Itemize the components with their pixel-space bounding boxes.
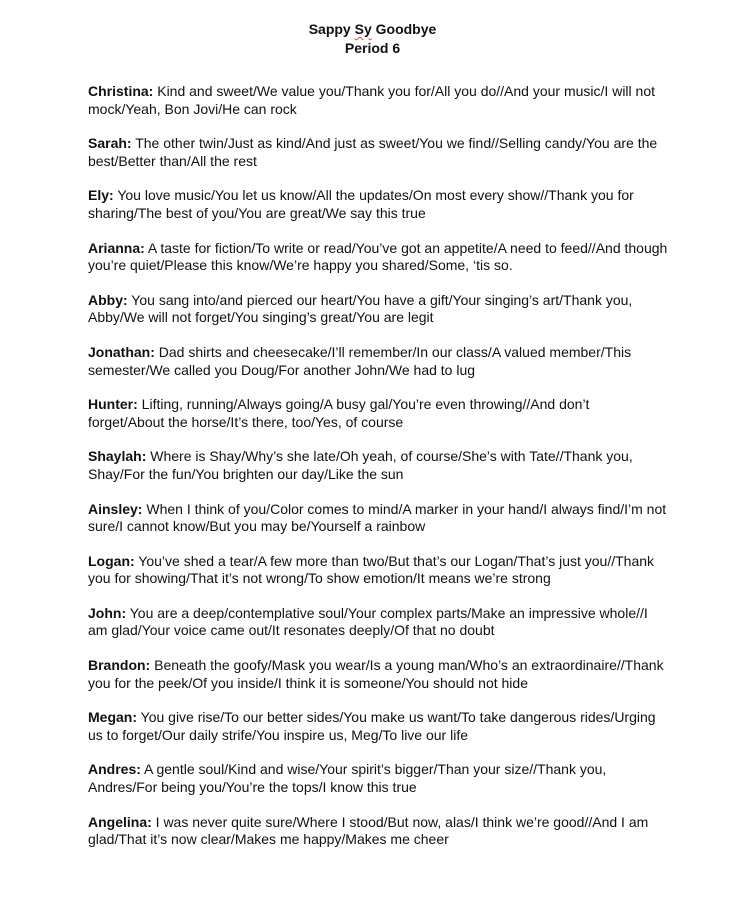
poem-entries	[88, 83, 668, 866]
entry-text: Lifting, running/Always going/A busy gal/You’re even throwing//And don’t forget/About the horse/It’s there, too/Yes, of course	[88, 396, 590, 430]
entry-name: Ainsley:	[88, 500, 143, 517]
entry-text: You’ve shed a tear/A few more than two/But that’s our Logan/That’s just you//Thank you for showing/That it’s not wrong/To show emotion/It means we’re strong	[88, 552, 655, 587]
entry-name: John:	[88, 604, 127, 621]
poem-entry	[88, 396, 668, 431]
entry-name: Brandon:	[88, 657, 151, 674]
title-flagged-word: Sy	[354, 21, 372, 37]
entry-name: Christina:	[88, 83, 154, 99]
document-title	[0, 20, 745, 39]
entry-name: Megan:	[88, 709, 137, 726]
poem-entry	[88, 501, 668, 536]
entry-text: I was never quite sure/Where I stood/But now, alas/I think we’re good//And I am glad/That it’s now clear/Makes me happy/Makes me cheer	[88, 813, 649, 848]
title-suffix: Goodbye	[371, 21, 437, 37]
entry-text: A gentle soul/Kind and wise/Your spirit’s bigger/Than your size//Thank you, Andres/For being you/You’re the tops/I know this true	[88, 761, 607, 796]
entry-name: Abby:	[88, 291, 128, 308]
entry-name: Jonathan:	[88, 343, 155, 360]
title-prefix: Sappy	[308, 21, 355, 37]
entry-text: Beneath the goofy/Mask you wear/Is a young man/Who’s an extraordinaire//Thank you for the peek/Of you inside/I think it is someone/You should not hide	[88, 657, 664, 691]
poem-entry	[88, 83, 668, 118]
entry-text: You sang into/and pierced our heart/You have a gift/Your singing’s art/Thank you, Abby/We will not forget/You singing’s great/You are legit	[88, 291, 633, 326]
entry-text: Dad shirts and cheesecake/I’ll remember/In our class/A valued member/This semester/We called you Doug/For another John/We had to lug	[88, 343, 632, 378]
entry-text: Kind and sweet/We value you/Thank you for/All you do//And your music/I will not mock/Yeah, Bon Jovi/He can rock	[88, 83, 656, 117]
poem-entry	[88, 135, 668, 170]
poem-entry	[88, 553, 668, 588]
poem-entry	[88, 761, 668, 796]
entry-text: Where is Shay/Why’s she late/Oh yeah, of course/She’s with Tate//Thank you, Shay/For the fun/You brighten our day/Like the sun	[88, 448, 633, 482]
entry-name: Arianna:	[88, 239, 145, 256]
poem-entry	[88, 709, 668, 744]
poem-entry	[88, 605, 668, 640]
entry-text: The other twin/Just as kind/And just as sweet/You we find//Selling candy/You are the best/Better than/All the rest	[88, 135, 658, 169]
entry-name: Angelina:	[88, 813, 152, 830]
entry-text: When I think of you/Color comes to mind/A marker in your hand/I always find/I’m not sure/I cannot know/But you may be/Yourself a rainbow	[88, 500, 667, 535]
entry-name: Andres:	[88, 761, 141, 778]
poem-entry	[88, 344, 668, 379]
entry-text: A taste for fiction/To write or read/You’ve got an appetite/A need to feed//And though you’re quiet/Please this know/We’re happy you shared/Some, ‘tis so.	[88, 239, 668, 274]
poem-entry	[88, 448, 668, 483]
entry-text: You love music/You let us know/All the updates/On most every show//Thank you for sharing/The best of you/You are great/We say this true	[88, 187, 634, 221]
poem-entry	[88, 187, 668, 222]
entry-name: Hunter:	[88, 396, 138, 413]
poem-entry	[88, 292, 668, 327]
entry-name: Ely:	[88, 187, 114, 204]
entry-text: You give rise/To our better sides/You make us want/To take dangerous rides/Urging us to forget/Our daily strife/You inspire us, Meg/To live our life	[88, 709, 656, 743]
entry-name: Logan:	[88, 552, 135, 569]
poem-entry	[88, 240, 668, 275]
document-subtitle: Period 6	[344, 40, 401, 56]
entry-text: You are a deep/contemplative soul/Your complex parts/Make an impressive whole//I am glad/Your voice came out/It resonates deeply/Of that no doubt	[88, 604, 648, 639]
document-header	[0, 20, 745, 58]
entry-name: Shaylah:	[88, 448, 147, 465]
entry-name: Sarah:	[88, 135, 132, 152]
poem-entry	[88, 814, 668, 849]
poem-entry	[88, 657, 668, 692]
